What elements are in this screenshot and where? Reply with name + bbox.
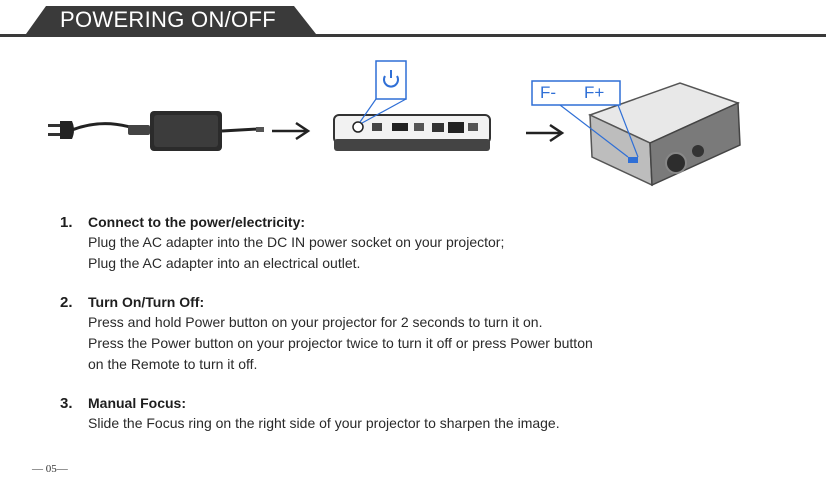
step-title: Connect to the power/electricity: xyxy=(88,214,306,230)
step-text: on the Remote to turn it off. xyxy=(88,356,258,372)
arrow-right-icon xyxy=(272,123,308,139)
step-number: 3. xyxy=(60,395,73,412)
step-manual-focus xyxy=(60,393,760,434)
arrow-right-icon xyxy=(526,125,562,141)
step-heading xyxy=(60,393,760,413)
step-text: Press and hold Power button on your projector for 2 seconds to turn it on. xyxy=(88,314,543,330)
step-text: Press the Power button on your projector twice to turn it off or press Power button xyxy=(88,335,593,351)
step-number: 2. xyxy=(60,294,73,311)
step-heading xyxy=(60,212,760,232)
step-text: Slide the Focus ring on the right side of your projector to sharpen the image. xyxy=(88,415,560,431)
section-title: POWERING ON/OFF xyxy=(60,7,276,32)
power-callout xyxy=(360,61,406,123)
step-turn-on-off xyxy=(60,292,760,375)
step-connect-power xyxy=(60,212,760,274)
projector-back-panel xyxy=(334,115,490,151)
step-title: Manual Focus: xyxy=(88,395,187,411)
step-text: Plug the AC adapter into the DC IN power socket on your projector; xyxy=(88,234,505,250)
instruction-list xyxy=(60,212,760,452)
power-button-icon xyxy=(353,122,363,132)
step-heading xyxy=(60,292,760,312)
focus-minus-label: F- xyxy=(540,83,557,102)
page-number: — 05— xyxy=(32,463,68,475)
step-number: 1. xyxy=(60,214,73,231)
step-text: Plug the AC adapter into an electrical outlet. xyxy=(88,255,361,271)
ac-plug-icon xyxy=(48,121,130,139)
focus-plus-label: F+ xyxy=(584,83,605,102)
step-title: Turn On/Turn Off: xyxy=(88,294,205,310)
ac-adapter-icon xyxy=(128,111,264,151)
focus-ring-icon xyxy=(628,157,638,163)
powering-illustration xyxy=(0,45,826,205)
